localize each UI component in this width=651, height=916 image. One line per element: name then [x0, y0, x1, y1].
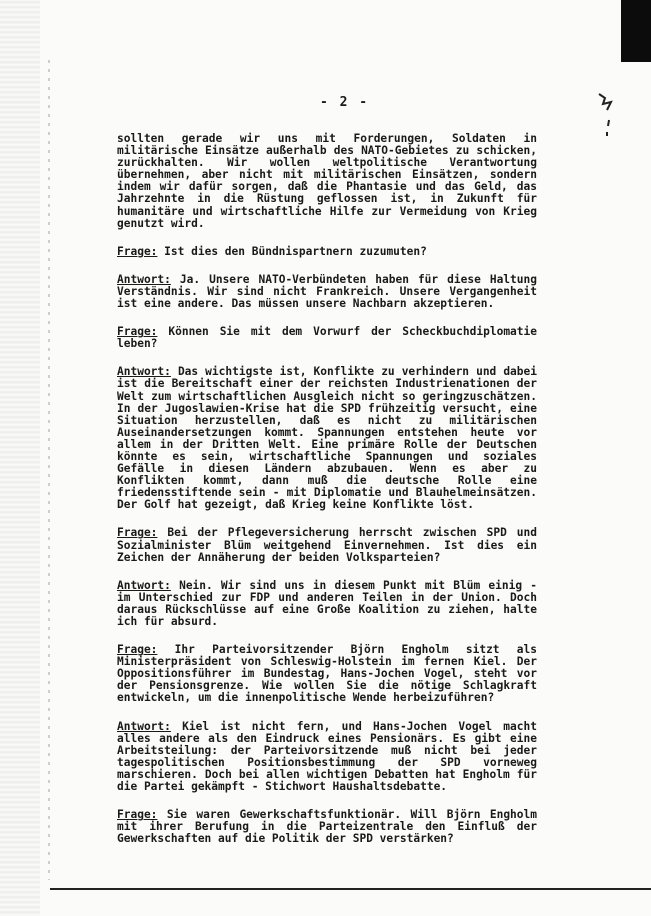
question-label: Frage: [117, 808, 158, 822]
scan-edge-noise [0, 0, 40, 916]
paragraph-text: Können Sie mit dem Vorwurf der Scheckbuchdiplomatie leben? [117, 325, 537, 351]
paragraph-text: sollten gerade wir uns mit Forderungen, Soldaten in militärische Einsätze außerhalb des NATO-Gebietes zu schicken, zurückhalten. Wir wollen weltpolitische Verantwortung übernehmen, aber nicht mit militärischen Einsätzen, sondern indem wir dafür sorgen, daß die Phantasie und das Geld, das Jahrzehnte in die Rüstung geflossen ist, in Zukunft für humanitäre und wirtschaftliche Hilfe zur Vermeidung von Krieg genutzt wird. [117, 132, 537, 230]
question-label: Frage: [117, 244, 158, 258]
question-label: Frage: [117, 526, 158, 540]
answer-label: Antwort: [117, 719, 171, 733]
page-bottom-border [50, 888, 651, 890]
interview-text [117, 133, 537, 861]
paragraph [117, 527, 537, 563]
paragraph [117, 133, 537, 230]
paragraph [117, 809, 537, 845]
question-label: Frage: [117, 643, 158, 657]
question-label: Frage: [117, 325, 158, 339]
paragraph [117, 326, 537, 350]
paragraph [117, 580, 537, 628]
paragraph-text: Bei der Pflegeversicherung herrscht zwischen SPD und Sozialminister Blüm weitgehend Einvernehmen. Ist dies ein Zeichen der Annäherung der beiden Volksparteien? [117, 526, 537, 564]
paragraph [117, 721, 537, 794]
paragraph [117, 366, 537, 511]
answer-label: Antwort: [117, 272, 171, 286]
paragraph-text: Ja. Unsere NATO-Verbündeten haben für diese Haltung Verständnis. Wir sind nicht Frankreich. Unsere Vergangenheit ist eine andere. Das müssen unsere Nachbarn akzeptieren. [117, 272, 537, 311]
scan-binding-marks [48, 60, 50, 880]
page-number: - 2 - [320, 95, 370, 110]
paragraph-text: Das wichtigste ist, Konflikte zu verhindern und dabei ist die Bereitschaft einer der reichsten Industrienationen der Welt zum wirtschaftlichen Ausgleich nicht so geringzuschätzen. In der Jugoslawien-Krise hat die SPD frühzeitig versucht, eine Situation herzustellen, daß es nicht zu militärischen Auseinandersetzungen kommt. Spannungen entstehen heute vor allem in der Dritten Welt. Eine primäre Rolle der Deutschen könnte es sein, wirtschaftliche Spannungen und soziales Gefälle in diesen Ländern abzubauen. Wenn es aber zu Konflikten kommt, dann muß die deutsche Rolle eine friedensstiftende sein - mit Diplomatie und Blauhelmeinsätzen. Der Golf hat gezeigt, daß Krieg keine Konflikte löst. [117, 365, 537, 512]
paragraph [117, 246, 537, 258]
paragraph [117, 274, 537, 310]
paragraph-text: Ist dies den Bündnispartnern zuzumuten? [164, 244, 427, 258]
scan-corner-shadow [621, 0, 651, 62]
answer-label: Antwort: [117, 578, 171, 592]
handwritten-mark-icon [595, 90, 619, 140]
paragraph-text: Nein. Wir sind uns in diesem Punkt mit Blüm einig - im Unterschied zur FDP und anderen Teilen in der Union. Doch daraus Rückschlüsse auf eine Große Koalition zu ziehen, halte ich für absurd. [117, 578, 537, 628]
paragraph [117, 644, 537, 704]
paragraph-text: Sie waren Gewerkschaftsfunktionär. Will Björn Engholm mit ihrer Berufung in die Parteizentrale den Einfluß der Gewerkschaften auf die Politik der SPD verstärken? [117, 808, 537, 846]
paragraph-text: Ihr Parteivorsitzender Björn Engholm sitzt als Ministerpräsident von Schleswig-Holstein im fernen Kiel. Der Oppositionsführer im Bundestag, Hans-Jochen Vogel, steht vor der Pensionsgrenze. Wie wollen Sie die nötige Schlagkraft entwickeln, um die innenpolitische Wende herbeizuführen? [117, 643, 537, 705]
answer-label: Antwort: [117, 365, 171, 379]
paragraph-text: Kiel ist nicht fern, und Hans-Jochen Vogel macht alles andere als den Eindruck eines Pensionärs. Es gibt eine Arbeitsteilung: der Parteivorsitzende muß nicht bei jeder tagespolitischen Positionsbestimmung der SPD vorneweg marschieren. Doch bei allen wichtigen Debatten hat Engholm für die Partei gekämpft - Stichwort Haushaltsdebatte. [117, 719, 537, 794]
